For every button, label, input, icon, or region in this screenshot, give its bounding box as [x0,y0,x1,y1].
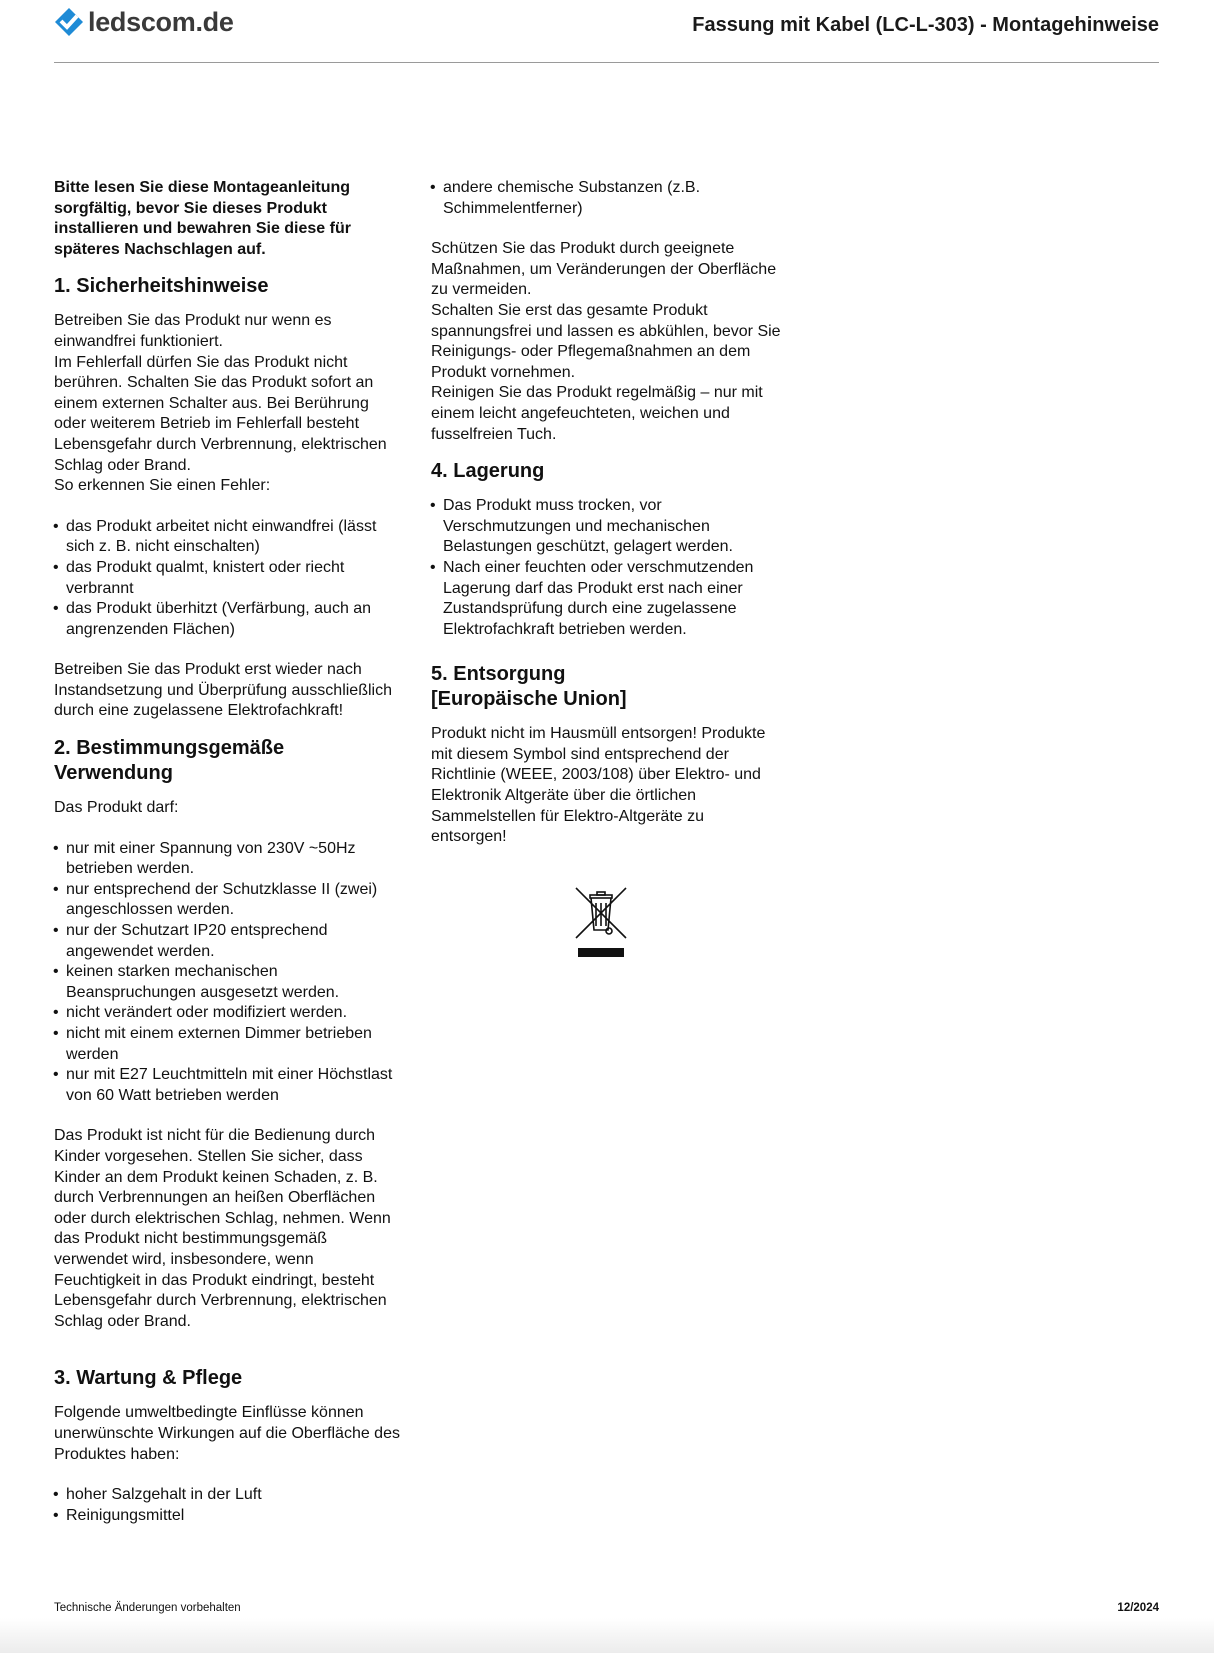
s3-paragraph: Folgende umweltbedingte Einflüsse können unerwünschte Wirkungen auf die Oberfläche des Produktes haben: [54,1404,400,1463]
section-5-heading-line: 5. Entsorgung [431,663,566,686]
footer-disclaimer: Technische Änderungen vorbehalten [54,1602,241,1614]
list-item: • Das Produkt muss trocken, vor Verschmutzungen und mechanischen Belastungen geschützt, gelagert werden. [431,496,781,558]
list-item: • das Produkt überhitzt (Verfärbung, auch an angrenzenden Flächen) [54,599,404,640]
logo-icon [54,7,84,37]
list-item: • nur entsprechend der Schutzklasse II (zwei) angeschlossen werden. [54,880,404,921]
list-item: • andere chemische Substanzen (z.B. Schimmelentferner) [431,178,781,219]
s1-paragraph: Betreiben Sie das Produkt nur wenn es einwandfrei funktioniert. [54,312,332,350]
s3-influence-list [54,1485,404,1526]
list-item: • nur mit einer Spannung von 230V ~50Hz betrieben werden. [54,839,404,880]
document-title: Fassung mit Kabel (LC-L-303) - Montagehinweise [692,14,1159,36]
s3-paragraph: Reinigen Sie das Produkt regelmäßig – nur mit einem leicht angefeuchteten, weichen und fusselfreien Tuch. [431,384,763,443]
s1-paragraph: Im Fehlerfall dürfen Sie das Produkt nicht berühren. Schalten Sie das Produkt sofort an einem externen Schalter aus. Bei Berührung oder weiterem Betrieb im Fehlerfall besteht Lebensgefahr durch Verbrennung, elektrischen Schlag oder Brand. [54,353,387,474]
s2-paragraph: Das Produkt darf: [54,799,179,817]
list-item: • das Produkt qualmt, knistert oder riecht verbrannt [54,558,404,599]
s3-influence-list-continued [431,178,781,219]
list-item: • das Produkt arbeitet nicht einwandfrei (lässt sich z. B. nicht einschalten) [54,517,404,558]
list-item: • nur der Schutzart IP20 entsprechend angewendet werden. [54,921,404,962]
s4-storage-list [431,496,781,640]
weee-crossed-bin-icon [574,886,628,960]
list-item: • Nach einer feuchten oder verschmutzenden Lagerung darf das Produkt erst nach einer Zustandsprüfung durch eine zugelassene Elektrofachkraft betrieben werden. [431,558,781,640]
page-bottom-edge [0,1618,1214,1653]
section-2-heading-line: 2. Bestimmungsgemäße [54,737,285,760]
list-item: • hoher Salzgehalt in der Luft [54,1485,404,1506]
section-4-heading: 4. Lagerung [431,460,545,483]
s1-paragraph: So erkennen Sie einen Fehler: [54,477,271,495]
s1-fault-list [54,517,404,641]
logo-text: ledscom.de [88,6,234,37]
section-5-heading [431,662,781,712]
list-item: • Reinigungsmittel [54,1506,404,1527]
page-header [54,0,1159,63]
list-item: • nicht mit einem externen Dimmer betrieben werden [54,1024,404,1065]
list-item: • keinen starken mechanischen Beanspruchungen ausgesetzt werden. [54,962,404,1003]
right-column [431,178,781,848]
s5-paragraph: Produkt nicht im Hausmüll entsorgen! Produkte mit diesem Symbol sind entsprechend der Richtlinie (WEEE, 2003/108) über Elektro- und Elektronik Altgeräte über die örtlichen Sammelstellen für Elektro-Altgeräte zu entsorgen! [431,725,766,846]
s1-paragraph: Betreiben Sie das Produkt erst wieder nach Instandsetzung und Überprüfung ausschließlich durch eine zugelassene Elektrofachkraft! [54,661,392,720]
left-column [54,178,404,1526]
intro-text: Bitte lesen Sie diese Montageanleitung sorgfältig, bevor Sie dieses Produkt installieren und bewahren Sie diese für späteres Nachschlagen auf. [54,179,351,258]
list-item: • nicht verändert oder modifiziert werden. [54,1003,404,1024]
section-2-heading-line: Verwendung [54,762,173,785]
brand-logo [54,2,234,42]
s3-paragraph: Schalten Sie erst das gesamte Produkt spannungsfrei und lassen es abkühlen, bevor Sie Reinigungs- oder Pflegemaßnahmen an dem Produkt vornehmen. [431,301,781,381]
section-1-heading: 1. Sicherheitshinweise [54,275,269,298]
section-5-heading-line: [Europäische Union] [431,688,627,711]
s2-paragraph: Das Produkt ist nicht für die Bedienung durch Kinder vorgesehen. Stellen Sie sicher, dass Kinder an dem Produkt keinen Schaden, z. B. durch Verbrennungen an heißen Oberflächen oder durch elektrischen Schlag, nehmen. Wenn das Produkt nicht bestimmungsgemäß verwendet wird, insbesondere, wenn Feuchtigkeit in das Produkt eindringt, besteht Lebensgefahr durch Verbrennung, elektrischen Schlag oder Brand. [54,1127,391,1330]
footer-date: 12/2024 [1117,1602,1159,1614]
s2-usage-list [54,839,404,1107]
s3-paragraph: Schützen Sie das Produkt durch geeignete Maßnahmen, um Veränderungen der Oberfläche zu vermeiden. [431,240,777,299]
section-3-heading: 3. Wartung & Pflege [54,1367,243,1390]
section-2-heading [54,736,404,786]
list-item: • nur mit E27 Leuchtmitteln mit einer Höchstlast von 60 Watt betrieben werden [54,1065,404,1106]
